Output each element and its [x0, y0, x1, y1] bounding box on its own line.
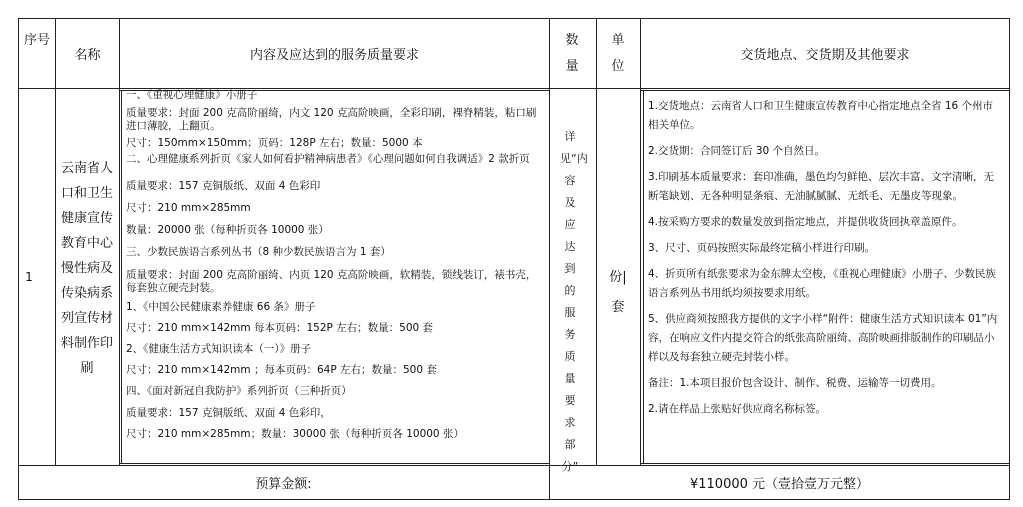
- content-line: 数量：20000 张（每种折页各 10000 张）: [126, 224, 329, 236]
- content-line: 尺寸：210 mm×142mm 每本页码：152P 左右；数量：500 套: [126, 322, 434, 334]
- content-inner-bottom: [120, 463, 549, 464]
- header-delivery: 交货地点、交货期及其他要求: [740, 47, 910, 63]
- content-line: 质量要求：157 克铜版纸、双面 4 色彩印，: [126, 407, 331, 419]
- requirement-item: 备注：1.本项目报价包含设计、制作、税费、运输等一切费用。: [648, 377, 942, 389]
- req-inner-bottom: [641, 463, 1009, 464]
- content-line: 一、《重视心理健康》小册子: [126, 89, 258, 101]
- col-divider: [596, 18, 597, 466]
- content-line: 2、《健康生活方式知识读本（一）》册子: [126, 343, 312, 355]
- requirement-item: 2.交货期：合同签订后 30 个自然日。: [648, 145, 826, 157]
- requirement-item: 3.印刷基本质量要求：套印准确，墨色均匀鲜艳、层次丰富、文字清晰，无断笔缺划、无各种明显条痕、无油腻腻腻、无纸毛、无墨皮等现象。: [648, 171, 995, 202]
- requirement-item: 4.按采购方要求的数量发放到指定地点，并提供收货回执章盖原件。: [648, 216, 963, 228]
- col-divider: [549, 18, 550, 500]
- content-line: 1、《中国公民健康素养健康 66 条》册子: [126, 301, 316, 313]
- req-inner-left: [643, 90, 644, 464]
- req-inner-top: [641, 90, 1009, 91]
- content-line: 四、《面对新冠自我防护》系列折页（三种折页）: [126, 385, 352, 397]
- content-line: 三、少数民族语言系列丛书（8 种少数民族语言为 1 套）: [126, 246, 391, 258]
- header-content: 内容及应达到的服务质量要求: [249, 47, 419, 63]
- item-name: 云南省人口和卫生健康宣传教育中心慢性病及传染病系列宣传材料制作印刷: [60, 161, 113, 376]
- content-line: 尺寸：210 mm×285mm: [126, 202, 251, 214]
- delivery-requirements: [648, 97, 1000, 426]
- content-line: 尺寸：150mm×150mm；页码：128P 左右；数量：5000 本: [126, 137, 423, 149]
- budget-label: 预算金额:: [255, 477, 312, 492]
- unit-value: 份|套: [609, 270, 627, 315]
- content-line: 质量要求：封面 200 克高阶丽绮、内页 120 克高阶映画，软精装，锁线装订，裱书壳，每套独立硬壳封装。: [126, 269, 537, 294]
- content-line: 二、心理健康系列折页《家人如何看护精神病患者》《心理问题如何自我调适》2 款折页: [126, 153, 530, 165]
- content-line: 尺寸：210 mm×285mm；数量：30000 张（每种折页各 10000 张）: [126, 428, 464, 440]
- procurement-table: [18, 18, 1010, 500]
- requirement-item: 1.交货地点：云南省人口和卫生健康宣传教育中心指定地点全省 16 个州市相关单位。: [648, 100, 994, 131]
- quantity-value: 详见“内容及应达到的服务质量要求部分”: [560, 130, 588, 473]
- content-line: 尺寸：210 mm×142mm ；每本页码：64P 左右；数量：500 套: [126, 364, 437, 376]
- requirement-item: 5、供应商须按照我方提供的文字小样“附件：健康生活方式知识读本 01”内容，在响应文件内提交符合的纸张高阶丽绮、高阶映画排版制作的印刷品小样以及每套独立硬壳封装小样。: [648, 313, 998, 363]
- row-number: 1: [25, 269, 33, 284]
- table-border-bottom: [18, 499, 1010, 500]
- requirement-item: 2.请在样品上张贴好供应商名称标签。: [648, 403, 827, 415]
- content-line: 质量要求：封面 200 克高阶丽绮，内文 120 克高阶映画，全彩印刷，裸脊精装，粘口刷进口薄胶，上翻页。: [126, 107, 537, 132]
- requirement-item: 4、折页所有纸张要求为金东牌太空梭，《重视心理健康》小册子、少数民族语言系列丛书用纸均须按要求用纸。: [648, 268, 996, 299]
- header-name: 名称: [74, 47, 101, 63]
- header-quantity: 数量: [565, 33, 579, 74]
- requirement-item: 3、尺寸、页码按照实际最终定稿小样进行印刷。: [648, 242, 876, 254]
- content-line: 质量要求：157 克铜版纸、双面 4 色彩印: [126, 180, 321, 192]
- content-inner-left: [121, 90, 122, 464]
- budget-amount: ¥110000 元（壹拾壹万元整）: [689, 477, 870, 492]
- col-divider: [1009, 18, 1010, 500]
- header-unit: 单位: [611, 33, 625, 74]
- header-no: 序号: [24, 33, 51, 48]
